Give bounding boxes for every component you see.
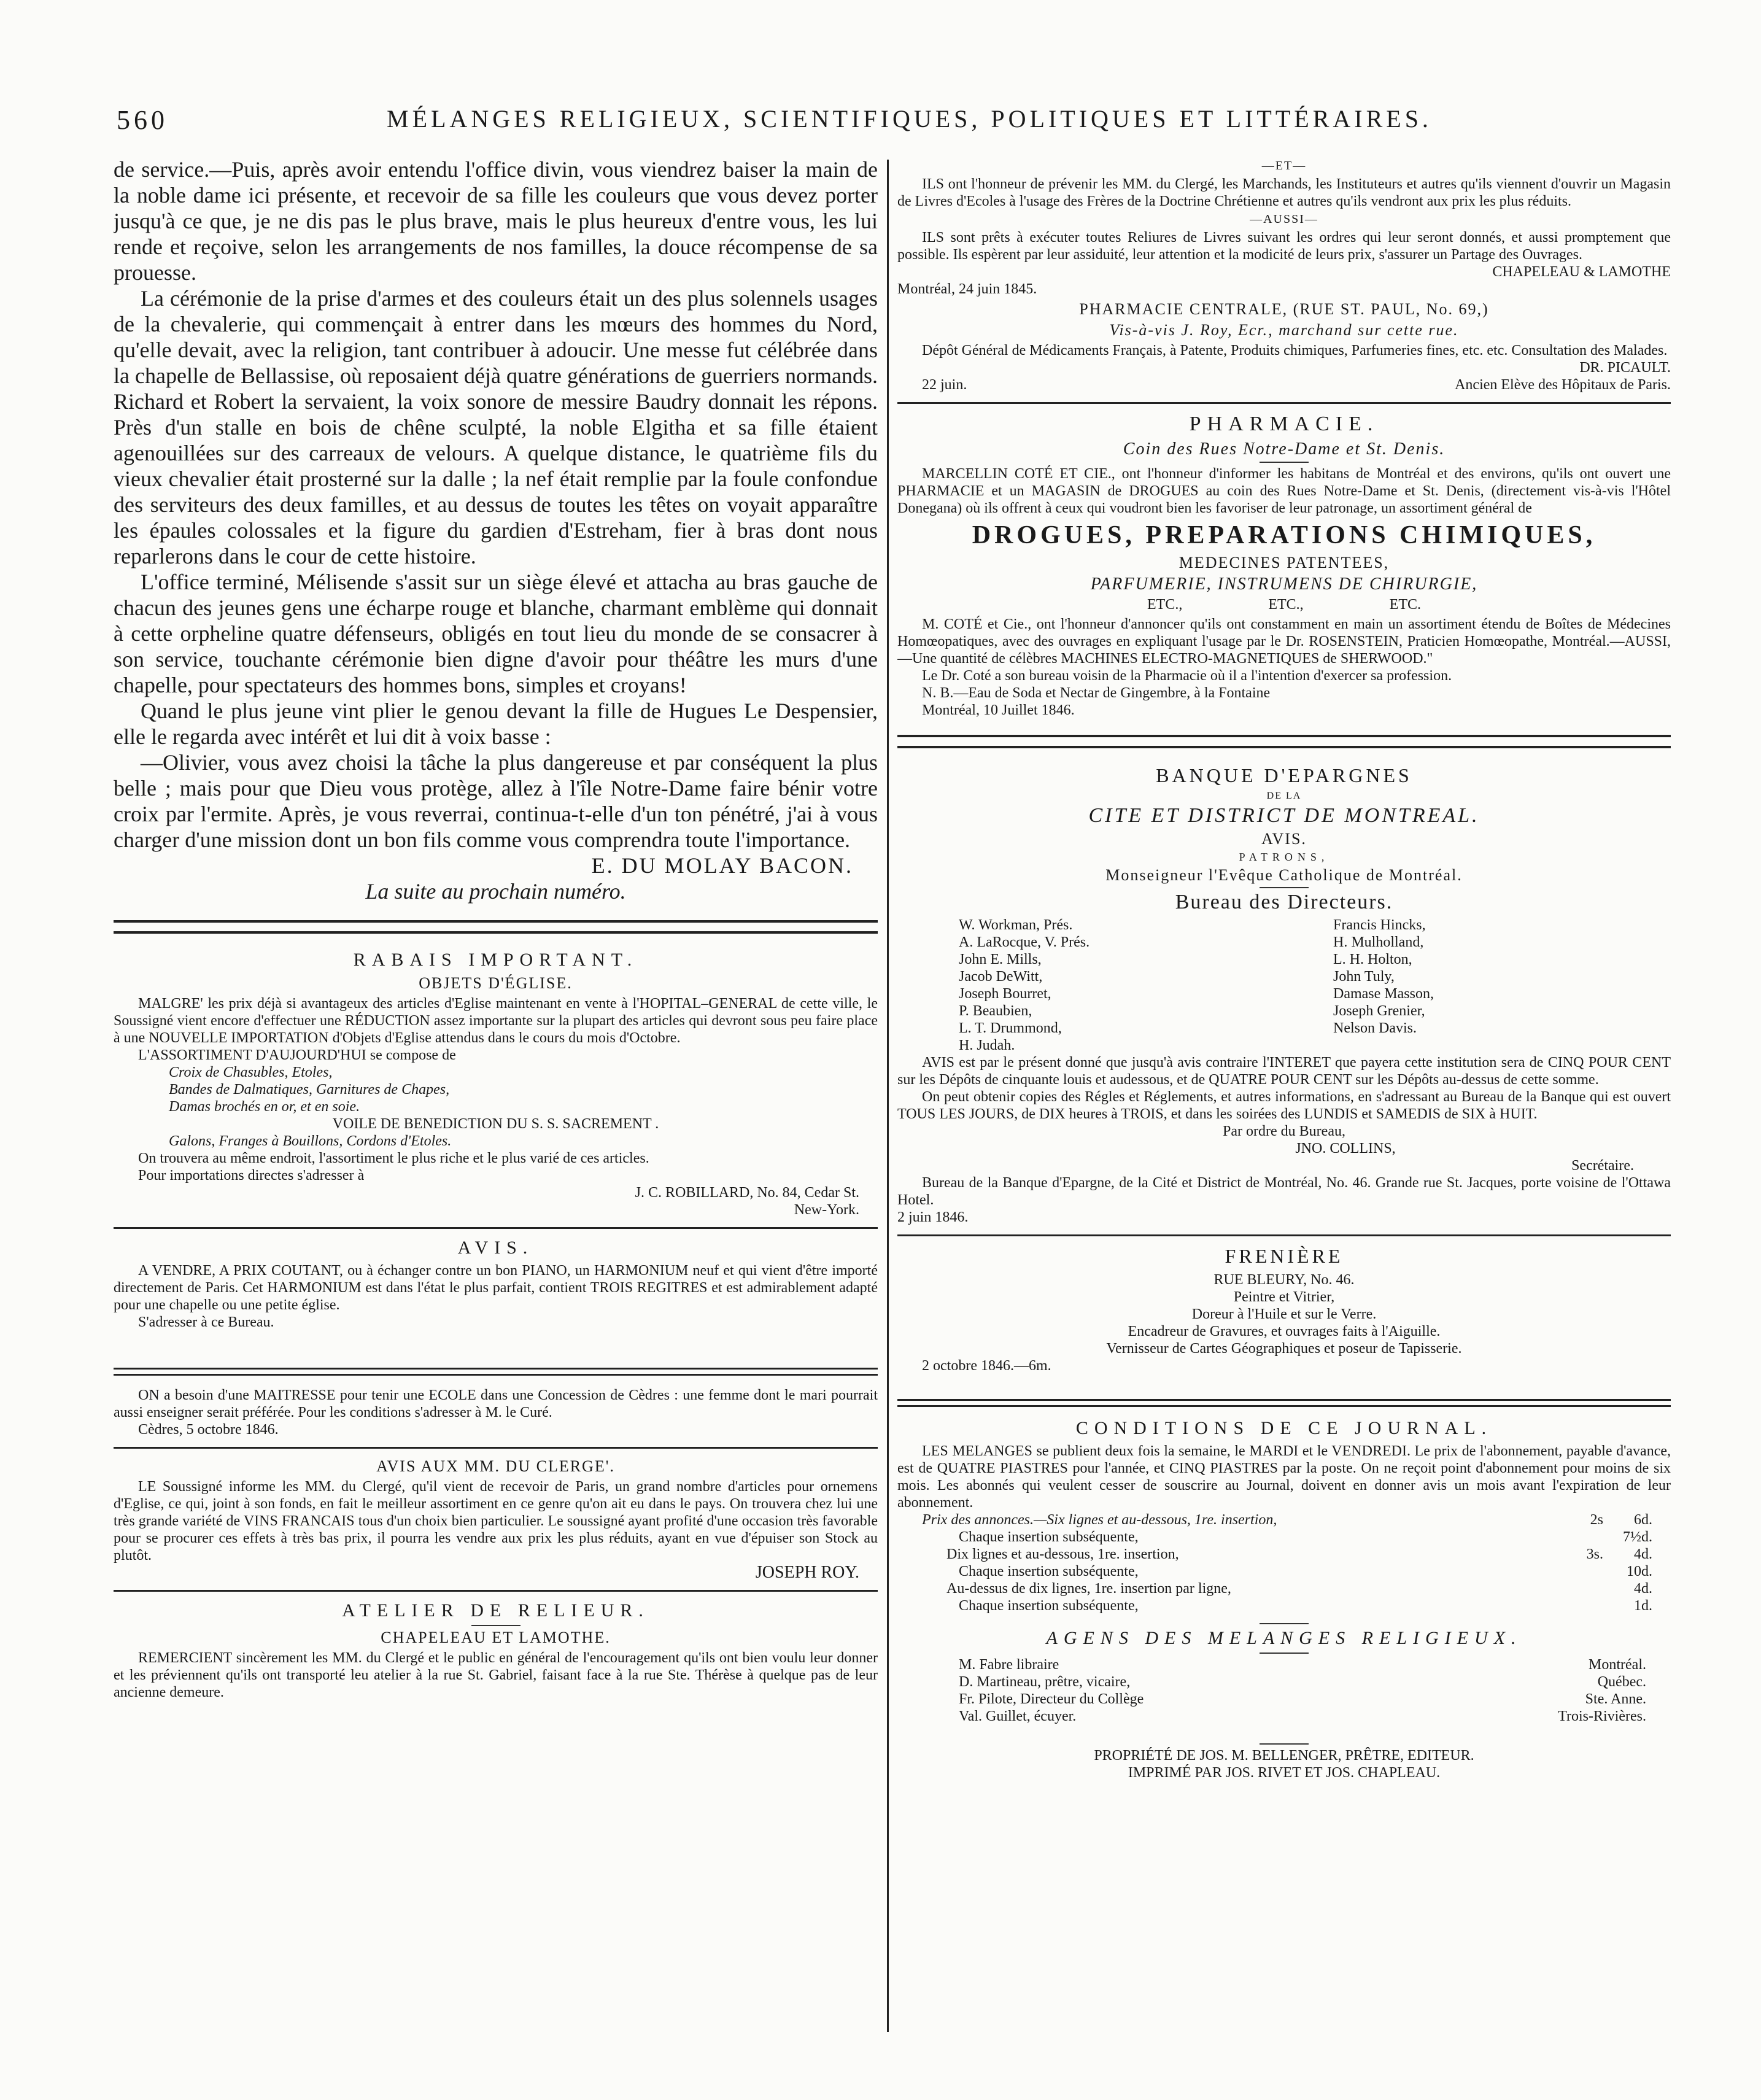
etc-label: ETC., [1268, 597, 1304, 613]
colophon-owner: PROPRIÉTÉ DE JOS. M. BELLENGER, PRÊTRE, EDITEUR. [1094, 1748, 1474, 1764]
story-paragraph: Quand le plus jeune vint plier le genou devant la fille de Hugues Le Despensier, elle le regarda avec intérêt et lui dit à voix basse : [114, 699, 878, 749]
director-name: A. LaRocque, V. Prés. [959, 934, 1090, 950]
freniere-line: Encadreur de Gravures, et ouvrages faits à l'Aiguille. [1128, 1323, 1441, 1339]
piano-contact: S'adresser à ce Bureau. [138, 1314, 274, 1330]
pharmacie-centrale-credential: Ancien Elève des Hôpitaux de Paris. [1455, 377, 1671, 393]
agent-name: D. Martineau, prêtre, vicaire, [959, 1674, 1131, 1690]
pharmacie-centrale-title: PHARMACIE CENTRALE, (RUE ST. PAUL, No. 69,) [1079, 300, 1489, 318]
short-rule [1260, 887, 1309, 888]
agent-place: Ste. Anne. [1585, 1691, 1646, 1707]
director-name: Jacob DeWitt, [959, 969, 1043, 985]
director-name: L. T. Drummond, [959, 1020, 1062, 1036]
short-rule [471, 1625, 521, 1626]
clerge-text: LE Soussigné informe les MM. du Clergé, qu'il vient de recevoir de Paris, un grand nombre d'articles pour ornemens d'Eglise, ce qui, joint à son fonds, en fait le meilleur assortiment en ce genre qu'on ait eu dans le pays. On trouvera chez lui une très grande variété de VINS FRANCAIS tous d'un choix bien particulier. Le soussigné ayant profité d'une occasion très favorable pour se procurer ces effets à très bas prix, il pourra les vendre aux prix les plus réduits, ayant en vue d'épuiser son Stock au plutôt. [114, 1479, 878, 1563]
story-continued: La suite au prochain numéro. [365, 879, 626, 904]
pharmacie-subtitle: Coin des Rues Notre-Dame et St. Denis. [1123, 440, 1446, 459]
conditions-title: CONDITIONS DE CE JOURNAL. [1075, 1418, 1493, 1438]
left-column [114, 157, 878, 1701]
short-rule [1260, 1623, 1309, 1624]
right-column [897, 157, 1671, 1781]
rabais-items: Bandes de Dalmatiques, Garnitures de Chapes, [169, 1082, 450, 1098]
story-paragraph: de service.—Puis, après avoir entendu l'office divin, vous viendrez baiser la main de la noble dame ici présente, et recevoir de sa fille les couleurs que vous devez porter jusqu'à ce que, je ne dis pas le plus brave, mais le plus heureux d'entre vous, les lui rende et reçoive, selon les arrangements de nos familles, la douce récompense de sa prouesse. [114, 157, 878, 285]
running-title: MÉLANGES RELIGIEUX, SCIENTIFIQUES, POLITIQUES ET LITTÉRAIRES. [387, 105, 1432, 133]
rate-s: 3s. [1586, 1546, 1603, 1562]
agent-place: Trois-Rivières. [1558, 1708, 1646, 1724]
freniere-line: Vernisseur de Cartes Géographiques et poseur de Tapisserie. [1106, 1341, 1462, 1357]
relieur-continued [897, 159, 1671, 298]
banque-role: Secrétaire. [1571, 1158, 1634, 1174]
rate-label: Dix lignes et au-dessous, 1re. insertion, [946, 1546, 1179, 1562]
relieur-cont-signature: CHAPELEAU & LAMOTHE [1492, 264, 1671, 280]
relieur-ad [114, 1600, 878, 1701]
rate-row [922, 1511, 1652, 1529]
agents-list [897, 1656, 1671, 1725]
section-rule [114, 1590, 878, 1592]
relieur-title: ATELIER DE RELIEUR. [342, 1600, 649, 1621]
short-rule [1260, 1652, 1309, 1654]
pharmacie-title: PHARMACIE. [1189, 413, 1379, 435]
director-name: Joseph Grenier, [1333, 1003, 1425, 1019]
freniere-title: FRENIÈRE [1225, 1245, 1344, 1267]
banque-order: Par ordre du Bureau, [1223, 1123, 1345, 1139]
relieur-et: —ET— [1261, 159, 1307, 172]
maitresse-text: ON a besoin d'une MAITRESSE pour tenir une ECOLE dans une Concession de Cèdres : une femme dont le mari pourrait aussi enseigner serait préférée. Pour les conditions s'adresser à M. le Curé. [114, 1387, 878, 1420]
rabais-pour: Pour importations directes s'adresser à [138, 1168, 365, 1184]
column-divider [887, 160, 889, 2032]
rabais-items: Damas brochés en or, et en soie. [169, 1099, 360, 1115]
freniere-line: Doreur à l'Huile et sur le Verre. [1191, 1306, 1377, 1322]
agent-name: Fr. Pilote, Directeur du Collège [959, 1691, 1144, 1707]
rate-d: 4d. [1634, 1546, 1652, 1562]
rabais-address: J. C. ROBILLARD, No. 84, Cedar St. [635, 1185, 859, 1201]
pharmacie-centrale-name: DR. PICAULT. [1579, 360, 1671, 376]
rate-s [1536, 1580, 1603, 1597]
story-signature: E. DU MOLAY BACON. [591, 853, 853, 878]
etc-label: ETC., [1147, 597, 1183, 613]
freniere-line: Peintre et Vitrier, [1233, 1289, 1335, 1305]
rabais-trouvera: On trouvera au même endroit, l'assortiment le plus riche et le plus varié de ces articles. [138, 1150, 649, 1166]
pharmacie-p4: N. B.—Eau de Soda et Nectar de Gingembre, à la Fontaine [922, 685, 1271, 701]
story-paragraph: La cérémonie de la prise d'armes et des couleurs était un des plus solennels usages de la chevalerie, qui commençait à entrer dans les mœurs des hommes du Nord, qu'elle devait, avec la religion, tant contribuer à adoucir. Une messe fut célébrée dans la chapelle de Bellassise, où reposaient déjà quatre générations de guerriers normands. Richard et Robert la servaient, la voix sonore de messire Baudry donnait les répons. Près d'un stalle en bois de chêne sculpté, la noble Elgitha et sa fille étaient agenouillées sur des carreaux de velours. A quelque distance, le quatrième fils du vieux chevalier était prosterné sur la dalle ; la nef était remplie par la foule confondue des serviteurs des deux familles, et au dessus de toutes les têtes on voyait apparaître les épaules colossales et la figure du gardien d'Estreham, fier à bras dont nous reparlerons dans le cour de cette histoire. [114, 286, 878, 568]
rabais-subtitle: OBJETS D'ÉGLISE. [419, 974, 573, 992]
piano-text: A VENDRE, A PRIX COUTANT, ou à échanger contre un bon PIANO, un HARMONIUM neuf et qui vient d'être importé directement de Paris. Cet HARMONIUM est dans l'état le plus parfait, contient TROIS REGITRES et est admirablement adapté pour une chapelle ou une petite église. [114, 1263, 878, 1313]
banque-date: 2 juin 1846. [897, 1209, 969, 1225]
pharmacie-intro: MARCELLIN COTÉ ET CIE., ont l'honneur d'informer les habitans de Montréal et des environs, qu'ils ont ouvert une PHARMACIE et un MAGASIN de DROGUES au coin des Rues Notre-Dame et St. Denis, (directement vis-à-vis l'Hôtel Donegana) où ils offrent à ceux qui voudront bien les favoriser de leur patronage, un assortiment général de [897, 466, 1671, 516]
page-number: 560 [117, 105, 168, 135]
rabais-galons: Galons, Franges à Bouillons, Cordons d'Etoles. [169, 1133, 452, 1149]
agens-title: AGENS DES MELANGES RELIGIEUX. [1046, 1628, 1522, 1648]
page-header [117, 104, 1663, 147]
relieur-cont-p1: ILS ont l'honneur de prévenir les MM. du Clergé, les Marchands, les Instituteurs et autres qu'ils viennent d'ouvrir un Magasin de Livres d'Ecoles à l'usage des Frères de la Doctrine Chrétienne et autres qu'ils vendront aux prix les plus réduits. [897, 176, 1671, 209]
relieur-cont-date: Montréal, 24 juin 1845. [897, 281, 1037, 297]
banque-patron: Monseigneur l'Evêque Catholique de Montréal. [1105, 866, 1463, 884]
rate-label: Chaque insertion subséquente, [959, 1598, 1139, 1614]
relieur-text: REMERCIENT sincèrement les MM. du Clergé et le public en général de l'encouragement qu'ils ont bien voulu leur donner et les préviennent qu'ils ont transporté leu atelier à la rue St. Gabriel, faisant face à la rue Ste. Thérèse à quelque pas de leur ancienne demeure. [114, 1650, 878, 1700]
pharmacie-ad [897, 413, 1671, 719]
maitresse-ad [114, 1387, 878, 1438]
pharmacie-centrale-ad [897, 300, 1671, 393]
freniere-date: 2 octobre 1846.—6m. [922, 1358, 1051, 1374]
rate-label: Chaque insertion subséquente, [959, 1563, 1139, 1579]
piano-title: AVIS. [457, 1238, 534, 1258]
rates-table [897, 1511, 1671, 1614]
rate-row [922, 1580, 1652, 1597]
banque-patrons: PATRONS, [1239, 851, 1329, 863]
piano-ad [114, 1238, 878, 1331]
section-rule [897, 1399, 1671, 1407]
banque-title: BANQUE D'EPARGNES [1156, 764, 1412, 786]
rate-s: 2s [1590, 1512, 1603, 1528]
pharmacie-centrale-footer [897, 376, 1671, 393]
serial-story [114, 157, 878, 904]
rate-row [922, 1546, 1652, 1563]
maitresse-date: Cèdres, 5 octobre 1846. [138, 1422, 279, 1438]
banque-p1: AVIS est par le présent donné que jusqu'à avis contraire l'INTERET que payera cette institution sera de CINQ POUR CENT sur les Dépôts de cinquante louis et audessous, et de QUATRE POUR CENT sur les Dépôts au-dessus de cette somme. [897, 1055, 1671, 1088]
short-rule [1260, 1743, 1309, 1745]
director-name: John Tuly, [1333, 969, 1395, 985]
director-name: Nelson Davis. [1333, 1020, 1417, 1036]
director-name: Francis Hincks, [1333, 917, 1426, 933]
pharmacie-p3: Le Dr. Coté a son bureau voisin de la Pharmacie où il a l'intention d'exercer sa profession. [922, 668, 1452, 684]
director-name: P. Beaubien, [959, 1003, 1032, 1019]
directors-list [897, 916, 1671, 1054]
section-rule [114, 1447, 878, 1449]
rate-label: Au-dessus de dix lignes, 1re. insertion par ligne, [946, 1581, 1231, 1597]
rate-d: 7½d. [1623, 1529, 1652, 1545]
section-rule [114, 1227, 878, 1229]
clerge-ad [114, 1457, 878, 1581]
agent-name: Val. Guillet, écuyer. [959, 1708, 1077, 1724]
banque-de-la: DE LA [1266, 791, 1302, 801]
director-name: W. Workman, Prés. [959, 917, 1073, 933]
banque-avis: AVIS. [1261, 830, 1307, 848]
pharmacie-centrale-text: Dépôt Général de Médicaments Français, à Patente, Produits chimiques, Parfumeries fines, etc. etc. Consultation des Malades. [922, 343, 1668, 358]
conditions-section [897, 1418, 1671, 1614]
rate-label: Prix des annonces.—Six lignes et au-dessous, 1re. insertion, [922, 1512, 1277, 1528]
rabais-voile: VOILE DE BENEDICTION DU S. S. SACREMENT . [332, 1116, 659, 1132]
agent-row [959, 1673, 1646, 1691]
director-name: Damase Masson, [1333, 986, 1434, 1002]
banque-bureau: Bureau des Directeurs. [1175, 891, 1393, 913]
section-rule [897, 1234, 1671, 1236]
rabais-items: Croix de Chasubles, Etoles, [169, 1064, 333, 1080]
agens-section [897, 1628, 1671, 1725]
director-name: H. Judah. [959, 1037, 1015, 1053]
clerge-title: AVIS AUX MM. DU CLERGE'. [376, 1457, 615, 1475]
pharmacie-p2: M. COTÉ et Cie., ont l'honneur d'annoncer qu'ils ont constamment en main un assortiment étendu de Boîtes de Médecines Homœopatiques, avec des ouvrages en expliquant l'usage par le Dr. ROSENSTEIN, Praticien Homœopathe, Montréal.—AUSSI,—Une quantité de célèbres MACHINES ELECTRO-MAGNETIQUES de SHERWOOD." [897, 616, 1671, 667]
freniere-ad [897, 1245, 1671, 1374]
pharmacie-heading: DROGUES, PREPARATIONS CHIMIQUES, [972, 521, 1597, 549]
pharmacie-heading3: PARFUMERIE, INSTRUMENS DE CHIRURGIE, [1090, 575, 1478, 594]
etc-label: ETC. [1389, 597, 1421, 613]
relieur-cont-p2: ILS sont prêts à exécuter toutes Reliures de Livres suivant les ordres qui leur seront donnés, et aussi promptement que possible. Ils espèrent par leur assiduité, leur attention et la modicité de leurs prix, s'assurer un Partage des Ouvrages. [897, 230, 1671, 263]
director-name: John E. Mills, [959, 951, 1042, 967]
director-name: L. H. Holton, [1333, 951, 1412, 967]
agent-name: M. Fabre libraire [959, 1657, 1059, 1673]
rate-d: 4d. [1634, 1581, 1652, 1597]
section-rule [897, 735, 1671, 748]
section-rule [114, 920, 878, 934]
banque-address: Bureau de la Banque d'Epargne, de la Cité et District de Montréal, No. 46. Grande rue St. Jacques, porte voisine de l'Ottawa Hotel. [897, 1175, 1671, 1208]
rate-s [1536, 1597, 1603, 1614]
banque-signer: JNO. COLLINS, [1295, 1141, 1396, 1157]
rate-s [1536, 1529, 1603, 1546]
rabais-city: New-York. [794, 1202, 859, 1218]
freniere-street: RUE BLEURY, No. 46. [1213, 1272, 1355, 1288]
director-name [1284, 1037, 1609, 1054]
rate-s [1536, 1563, 1603, 1580]
director-name: H. Mulholland, [1333, 934, 1424, 950]
banque-p2: On peut obtenir copies des Régles et Réglements, et autres informations, en s'adressant au Bureau de la Banque qui est ouvert TOUS LES JOURS, de DIX heures à TROIS, et dans les soirées des LUNDIS et SAMEDIS de SIX à HUIT. [897, 1089, 1671, 1122]
colophon-printer: IMPRIMÉ PAR JOS. RIVET ET JOS. CHAPLEAU. [1128, 1765, 1441, 1781]
colophon [897, 1747, 1671, 1781]
agent-row [959, 1656, 1646, 1673]
clerge-signature: JOSEPH ROY. [755, 1563, 859, 1582]
pharmacie-centrale-date: 22 juin. [922, 377, 967, 393]
relieur-aussi: —AUSSI— [1250, 212, 1318, 226]
rabais-ad [114, 950, 878, 1219]
agent-place: Montréal. [1589, 1657, 1646, 1673]
rabais-title: RABAIS IMPORTANT. [353, 950, 638, 970]
short-rule [1260, 462, 1309, 463]
rate-d: 10d. [1627, 1563, 1652, 1579]
agent-place: Québec. [1597, 1674, 1646, 1690]
rabais-assortment: L'ASSORTIMENT D'AUJOURD'HUI se compose de [138, 1047, 456, 1063]
story-paragraph: L'office terminé, Mélisende s'assit sur un siège élevé et attacha au bras gauche de chacun des jeunes gens une écharpe rouge et blanche, charmant emblème qui donnait à cette orpheline quatre défenseurs, obligés en tout lieu du monde de se consacrer à son service, touchante cérémonie bien digne d'avoir pour théâtre les murs d'une chapelle, pour spectateurs des hommes bons, simples et croyans! [114, 570, 878, 697]
director-name: Joseph Bourret, [959, 986, 1051, 1002]
rate-row [922, 1529, 1652, 1546]
agent-row [959, 1691, 1646, 1708]
section-rule [897, 402, 1671, 404]
rate-row [922, 1597, 1652, 1614]
conditions-text: LES MELANGES se publient deux fois la semaine, le MARDI et le VENDREDI. Le prix de l'abonnement, payable d'avance, est de QUATRE PIASTRES pour l'année, et CINQ PIASTRES par la poste. On ne reçoit point d'abonnement pour moins de six mois. Les abonnés qui veulent cesser de souscrire au Journal, doivent en donner avis un mois avant l'expiration de leur abonnement. [897, 1443, 1671, 1511]
rate-label: Chaque insertion subséquente, [959, 1529, 1139, 1545]
rate-d: 1d. [1634, 1598, 1652, 1614]
banque-name: CITE ET DISTRICT DE MONTREAL. [1088, 804, 1480, 827]
pharmacie-centrale-subtitle: Vis-à-vis J. Roy, Ecr., marchand sur cette rue. [1109, 321, 1459, 339]
section-rule [114, 1368, 878, 1376]
pharmacie-date: Montréal, 10 Juillet 1846. [922, 702, 1075, 718]
rate-d: 6d. [1634, 1512, 1652, 1528]
banque-ad [897, 764, 1671, 1226]
pharmacie-heading2: MEDECINES PATENTEES, [1179, 554, 1390, 571]
agent-row [959, 1708, 1646, 1725]
story-paragraph: —Olivier, vous avez choisi la tâche la plus dangereuse et par conséquent la plus belle ; mais pour que Dieu vous protège, allez à l'île Notre-Dame faire bénir votre croix par l'ermite. Après, je vous reverrai, continua-t-elle d'un ton pénétré, j'ai à vous charger d'une mission dont un bon fils comme vous comprendra toute l'importance. [114, 750, 878, 852]
pharmacie-etc [897, 597, 1671, 613]
rate-row [922, 1563, 1652, 1580]
rabais-intro: MALGRE' les prix déjà si avantageux des articles d'Eglise maintenant en vente à l'HOPITAL–GENERAL de cette ville, le Soussigné vient encore d'effectuer une RÉDUCTION assez importante sur la plupart des articles qui devront sous peu faire place à une NOUVELLE IMPORTATION d'Objets d'Eglise attendus dans le cours du mois d'Octobre. [114, 996, 878, 1046]
relieur-subtitle: CHAPELEAU ET LAMOTHE. [381, 1629, 611, 1646]
